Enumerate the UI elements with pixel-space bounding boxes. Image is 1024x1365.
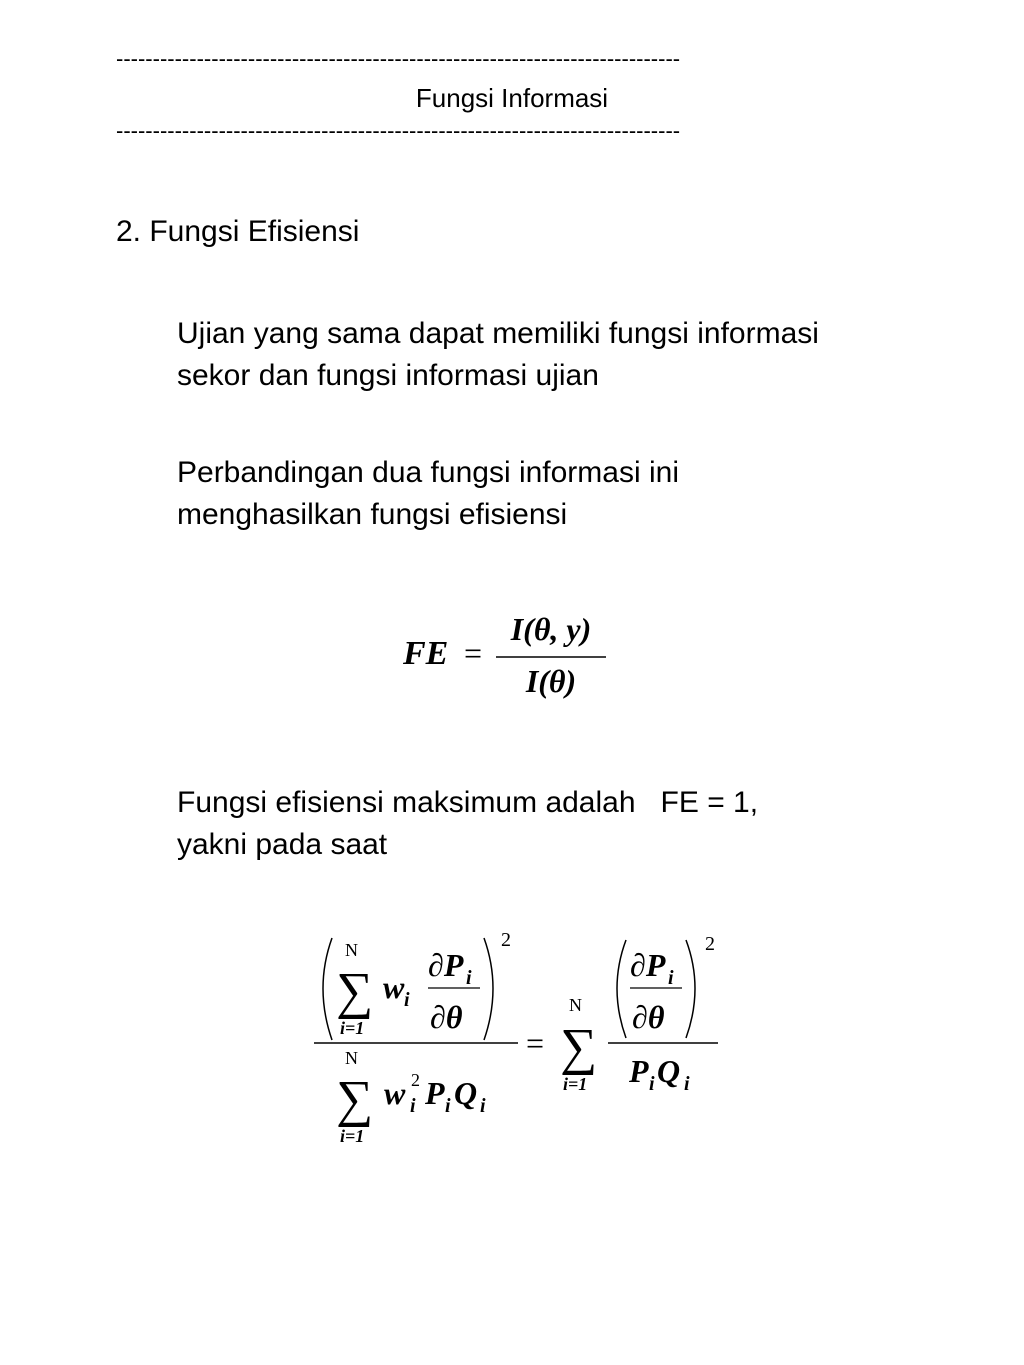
power-3: 2 (705, 933, 715, 955)
sigma-1: ∑ (336, 963, 374, 1020)
paragraph-3-line-2: yakni pada saat (177, 828, 388, 861)
formula-fe-lhs: FE (403, 635, 449, 672)
paragraph-1-line-2: sekor dan fungsi informasi ujian (177, 359, 599, 392)
formula-max-equals: = (526, 1025, 545, 1061)
formula-fe-numerator: I(θ, y) (510, 611, 592, 647)
sum-upper-2: N (345, 1048, 358, 1068)
partial-theta-1: ∂θ (430, 999, 463, 1035)
formula-max-rhs (560, 933, 718, 1095)
header-rule-bottom: ----------------------------------------------------------------------------- (116, 118, 681, 143)
p-2-sub: i (445, 1095, 451, 1117)
section-heading: 2. Fungsi Efisiensi (116, 215, 360, 248)
right-paren-close-2 (686, 940, 695, 1038)
formula-fe-equals: = (464, 635, 483, 671)
sigma-3: ∑ (560, 1019, 598, 1076)
paragraph-2-line-1: Perbandingan dua fungsi informasi ini (177, 456, 679, 489)
partial-p-1-sub: i (466, 967, 472, 989)
partial-p-3-sub: i (668, 967, 674, 989)
header-rule-top: ----------------------------------------------------------------------------- (116, 46, 681, 71)
header-title: Fungsi Informasi (415, 83, 609, 113)
q-3: Q (657, 1053, 681, 1089)
partial-p-1: ∂P (428, 947, 464, 983)
sum-upper-3: N (569, 995, 582, 1015)
sum-lower-3: i=1 (563, 1074, 588, 1094)
paragraph-1-line-1: Ujian yang sama dapat memiliki fungsi informasi (177, 317, 819, 350)
w-1: w (383, 969, 405, 1005)
partial-p-3: ∂P (630, 947, 666, 983)
formula-fe-denominator: I(θ) (525, 663, 577, 699)
q-3-sub: i (684, 1073, 690, 1095)
left-paren-open-2 (617, 940, 626, 1038)
paragraph-2-line-2: menghasilkan fungsi efisiensi (177, 498, 568, 531)
p-2: P (425, 1075, 445, 1111)
sum-lower-2: i=1 (340, 1126, 365, 1146)
w-1-sub: i (404, 989, 410, 1011)
formula-max-lhs (314, 929, 518, 1146)
sum-upper-1: N (345, 940, 358, 960)
sum-lower-1: i=1 (340, 1018, 365, 1038)
power-1: 2 (501, 929, 511, 951)
left-paren-open (323, 938, 332, 1040)
w-2-sub: i (410, 1095, 416, 1117)
q-2: Q (454, 1075, 478, 1111)
paragraph-3-line-1: Fungsi efisiensi maksimum adalah FE = 1, (177, 786, 759, 819)
p-3: P (629, 1053, 649, 1089)
right-paren-close-1 (484, 938, 493, 1040)
w-2-sup: 2 (411, 1070, 420, 1090)
formula-fe (402, 611, 606, 699)
w-2: w (384, 1075, 406, 1111)
sigma-2: ∑ (336, 1071, 374, 1128)
p-3-sub: i (649, 1073, 655, 1095)
q-2-sub: i (480, 1095, 486, 1117)
partial-theta-3: ∂θ (632, 999, 665, 1035)
